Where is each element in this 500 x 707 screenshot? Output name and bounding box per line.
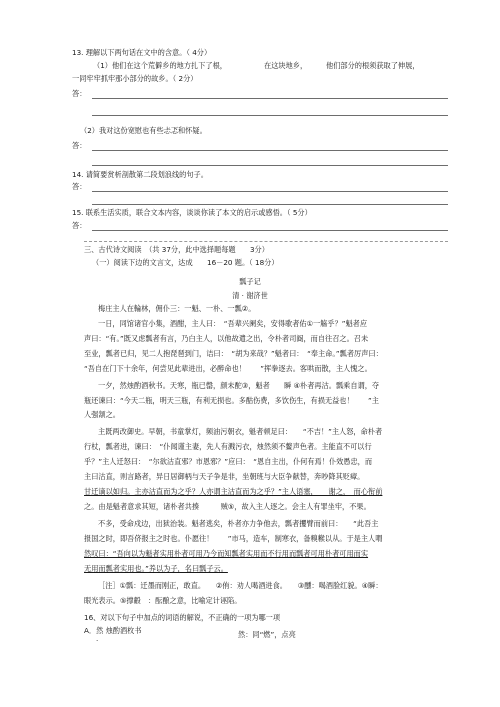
q13-title: 13. 理解以下两句话在文中的含意。（ 4分）	[72, 48, 212, 57]
dot-mark: ·	[96, 636, 99, 645]
answer-label: 答：	[72, 221, 87, 230]
answer-line	[92, 191, 448, 192]
part3-heading: 三、古代诗文阅读 （共 37分，此中选择题每题 3分）	[84, 245, 269, 254]
essay-line: 一夕，然烛酌酒秋书。天寒，瓶已罄，颜未酡③，魁者 瞬 ④朴者再沽。瓢乘自谓，夺	[98, 381, 380, 390]
essay-line: 不多，受命戍边，出狱治装。魁者逃矣，朴者亦力争他去，瓢者攫臂而前曰： “此吾主	[98, 519, 379, 528]
q16-option-a-gloss: 然：同“燃”，点亮	[238, 630, 296, 639]
essay-line: 人强颔之。	[84, 410, 120, 419]
essay-line: 主曰沽直，则言路者，异日居御柄与天子争是非，坐朝班与大臣争献替，奔吵降其贬瘴。	[84, 472, 365, 481]
answer-line	[92, 150, 448, 151]
q13-s1-part-b: 在这块地乡，	[264, 61, 308, 70]
q16-option-a: A．然 烛酌酒枚书	[84, 626, 142, 635]
q16-title: 16、对以下句子中加点的词语的解说，不正确的一项为哪一项	[84, 613, 281, 622]
part3-subheading: （一）阅读下边的文言文，达成 16－20 题。（ 18分）	[92, 258, 279, 267]
essay-line-underlined: 无用而瓢者实用也。”养以为子，名曰瓢子云。	[84, 564, 228, 573]
answer-line	[92, 204, 448, 205]
notes-line: 眼光表示。⑤撑觳 ：酝酿之意，比喻定计诬陷。	[84, 596, 242, 605]
essay-line: 乎？”主人迁怒曰： “尔欲沽直邪？市恩邪？”应曰： “恩自主出，仆何有焉！仆效愚忠，而	[84, 457, 373, 466]
essay-line: 主既两改御史。早朝，书童掌灯，频油污朝衣，魁者顿足曰： “不吉！”主人怒，命朴者	[98, 427, 383, 436]
essay-line: 行杖，瓢者进，谏曰： “仆闻谨主妻，先人有溅污衣，烛然须不鳌声色者。主能直不可以行	[84, 442, 372, 451]
notes-line: ［注］①瓢：迁墨而刚正，敢直。 ②侑：劝人喝酒进食。 ③醺：喝酒脸红貌。④瞬：	[98, 581, 383, 590]
q13-s1-part-d: 一同牢牢抓牢那小部分的故乡。（ 2分）	[72, 74, 198, 83]
essay-line: 一日，同馆诸官小集，酒酣，主人曰： “吾辈兴阑矣，安得歌者佑①一觞乎？”魁者应	[98, 319, 368, 328]
q13-s1-part-a: （1）他们在这个荒僻乡的地方扎下了根，	[93, 61, 227, 70]
answer-label: 答：	[72, 89, 87, 98]
essay-author: 清 · 谢济世	[232, 291, 268, 300]
q13-s2: （2）我对这份宽慰也有些忐忑和怀疑。	[80, 126, 207, 135]
essay-line: 梅庄主人在輪林，佣仆三：一魁、一朴、一瓢②。	[98, 304, 256, 313]
section-divider	[84, 241, 448, 242]
answer-line	[92, 230, 448, 231]
essay-line: “吾自在门下十余年，何尝见此辈进出，必醉命也！ ”挥拳逐去。客哄而散，主人愧之。	[84, 364, 372, 373]
essay-line: 至业，瓢者已归，见二人抱琵琶到门，诘曰： “胡为来哉？”魁者曰： “奉主命。”瓢者厉声曰：	[84, 349, 383, 358]
essay-line: 报国之时，即吾侪报主之时也。仆愿往！ ”市马，造车，制寒衣，备糗糇以从。于是主人喟	[84, 534, 383, 543]
answer-line	[92, 98, 448, 99]
q15-title: 15. 联系生活实质，联合文本内容，谈谈你读了本文的启示或感悟。（ 5分）	[72, 208, 312, 217]
essay-title: 瓢子记	[239, 277, 261, 286]
essay-line: 声曰：“有。”既又虑瓢者有言，乃白主人，以他故遣之出，令朴者司阍，而自往召之。召未	[84, 334, 369, 343]
essay-line-underlined: 然叹曰：“吾向以为魁者实用朴者可用乃今而知瓢者实用而不行用而瓢者可用朴者可用而实	[84, 549, 369, 558]
essay-line: 之。由是魁者意求其短，诸朴者共揍 贼⑤，故入主人逐之。会主人有罪坐牢，不果。	[84, 502, 371, 511]
q14-title: 14. 请简要赏析剖散第二段划浪线的句子。	[72, 170, 208, 179]
answer-label: 答：	[72, 141, 87, 150]
answer-line	[92, 115, 448, 116]
answer-label: 答：	[72, 182, 87, 191]
q13-s1-part-c: 他们部分的根须获取了伸展，	[326, 61, 420, 70]
essay-line-underlined: 甘迁谪以如归。主亦沽直而为之乎？人亦谓主沽直而为之乎？”主人语塞， 谢之， 而心衔前	[84, 487, 383, 496]
answer-line	[92, 165, 448, 166]
essay-line: 瓶还谏曰：“今天二瓶，明天三瓶，有利无损也。多酤伤费，多饮伤生，有损无益也！ ”主	[84, 396, 379, 405]
